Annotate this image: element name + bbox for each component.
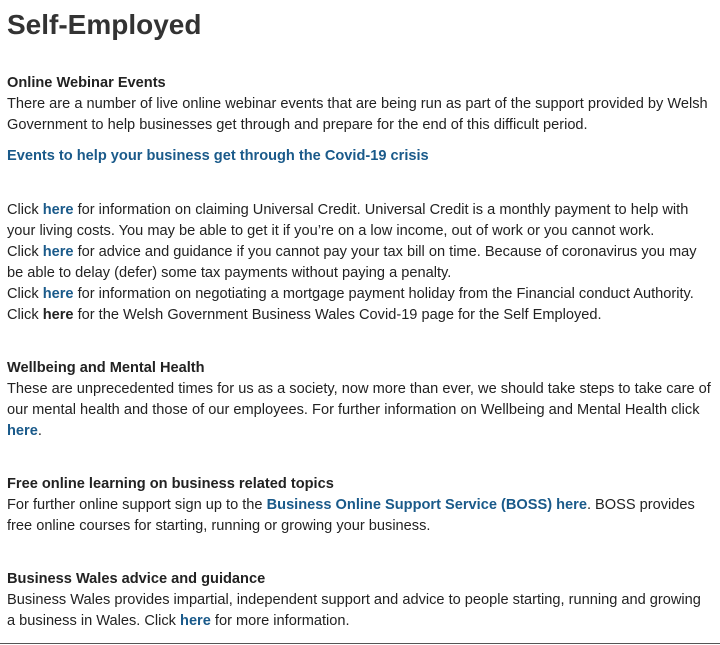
wellbeing-end: .	[37, 423, 42, 439]
click-links-section	[7, 200, 713, 326]
learning-body	[7, 495, 713, 537]
uc-prefix: Click	[7, 202, 43, 218]
business-wales-more-link[interactable]: here	[180, 613, 211, 629]
wellbeing-section	[7, 358, 713, 442]
webinar-body: There are a number of live online webinar events that are being run as part of the support provided by Welsh Government to help businesses get through and prepare for the end of this difficult period.	[7, 96, 708, 133]
business-wales-paragraph	[7, 305, 713, 326]
business-wales-covid-link[interactable]: here	[42, 307, 74, 323]
events-covid-link[interactable]: Events to help your business get through the Covid-19 crisis	[7, 148, 429, 164]
tax-paragraph	[7, 242, 713, 284]
mortgage-holiday-link[interactable]: here	[42, 286, 74, 302]
business-wales-heading: Business Wales advice and guidance	[7, 571, 266, 587]
bw-text: for the Welsh Government Business Wales Covid-19 page for the Self Employed.	[73, 307, 602, 323]
wellbeing-link[interactable]: here	[7, 423, 38, 439]
webinar-section	[7, 73, 713, 167]
business-wales-body	[7, 590, 713, 632]
learning-prefix: For further online support sign up to the	[7, 497, 267, 513]
page-title: Self-Employed	[7, 9, 202, 40]
bottom-divider	[0, 643, 720, 644]
mortgage-text: for information on negotiating a mortgage payment holiday from the Financial conduct Authority.	[73, 286, 694, 302]
wellbeing-text: These are unprecedented times for us as a society, now more than ever, we should take steps to take care of our mental health and those of our employees. For further information on Wellbeing and Mental Health click	[7, 381, 711, 418]
universal-credit-link[interactable]: here	[42, 202, 74, 218]
wellbeing-heading: Wellbeing and Mental Health	[7, 360, 205, 376]
wellbeing-body	[7, 379, 713, 442]
business-wales-section	[7, 569, 713, 632]
boss-link[interactable]: Business Online Support Service (BOSS) here	[266, 497, 587, 513]
uc-text: for information on claiming Universal Credit. Universal Credit is a monthly payment to help with your living costs. You may be able to get it if you’re on a low income, out of work or you cannot work.	[7, 202, 689, 239]
learning-section	[7, 474, 713, 537]
bw-prefix: Click	[7, 307, 43, 323]
tax-text: for advice and guidance if you cannot pay your tax bill on time. Because of coronavirus you may be able to delay (defer) some tax payments without paying a penalty.	[7, 244, 697, 281]
mortgage-paragraph	[7, 284, 713, 305]
bw-advice-prefix: Business Wales provides impartial, independent support and advice to people starting, running and growing a business in Wales. Click	[7, 592, 701, 629]
webinar-heading: Online Webinar Events	[7, 75, 166, 91]
bw-advice-text: for more information.	[210, 613, 350, 629]
tax-prefix: Click	[7, 244, 43, 260]
universal-credit-paragraph	[7, 200, 713, 242]
mortgage-prefix: Click	[7, 286, 43, 302]
tax-bill-link[interactable]: here	[42, 244, 74, 260]
learning-heading: Free online learning on business related topics	[7, 476, 334, 492]
learning-text: . BOSS provides free online courses for starting, running or growing your business.	[7, 497, 695, 534]
page-content	[7, 0, 713, 632]
